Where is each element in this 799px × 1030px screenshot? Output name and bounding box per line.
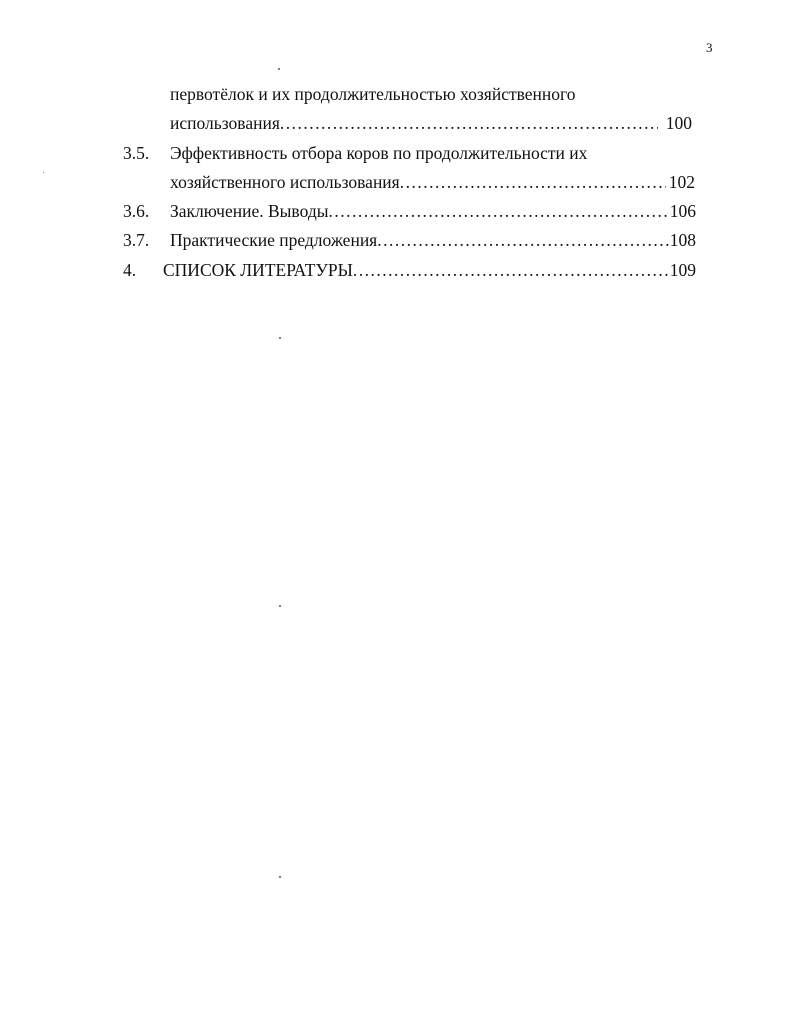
- toc-item-title-line1: Эффективность отбора коров по продолжительности их: [170, 143, 588, 163]
- toc-item-number: 3.6.: [123, 201, 150, 221]
- toc-item-entry: [170, 199, 696, 223]
- toc-item-entry: [163, 258, 696, 282]
- toc-item-title: СПИСОК ЛИТЕРАТУРЫ: [163, 260, 353, 280]
- toc-page-number: 106: [669, 201, 696, 221]
- toc-item-entry: [170, 228, 696, 252]
- scan-speck: [279, 605, 281, 607]
- dot-leader: [280, 111, 658, 135]
- toc-continuation-line2: использования: [170, 113, 280, 133]
- toc-page-number: 100: [665, 113, 692, 133]
- page-number: 3: [706, 40, 713, 55]
- dot-leader: [353, 258, 670, 282]
- scan-speck: [279, 337, 281, 339]
- scan-speck: [279, 876, 281, 878]
- toc-item-title: Заключение. Выводы: [170, 201, 329, 221]
- toc-page-number: 102: [668, 172, 695, 192]
- toc-page-number: 108: [669, 230, 696, 250]
- dot-leader: [328, 199, 669, 223]
- scan-speck: [43, 172, 44, 173]
- dot-leader: [377, 228, 670, 252]
- toc-page-number: 109: [669, 260, 696, 280]
- toc-item-number: 3.7.: [123, 230, 150, 250]
- toc-item-entry: [170, 170, 695, 194]
- toc-item-title-line2: хозяйственного использования: [170, 172, 400, 192]
- toc-item-title: Практические предложения: [170, 230, 378, 250]
- toc-continuation-line1: первотёлок и их продолжительностью хозяйственного: [170, 84, 576, 104]
- toc-item-number: 4.: [123, 260, 137, 280]
- toc-continuation-entry: [170, 111, 692, 135]
- toc-item-number: 3.5.: [123, 143, 150, 163]
- dot-leader: [400, 170, 666, 194]
- scan-speck: [278, 68, 280, 70]
